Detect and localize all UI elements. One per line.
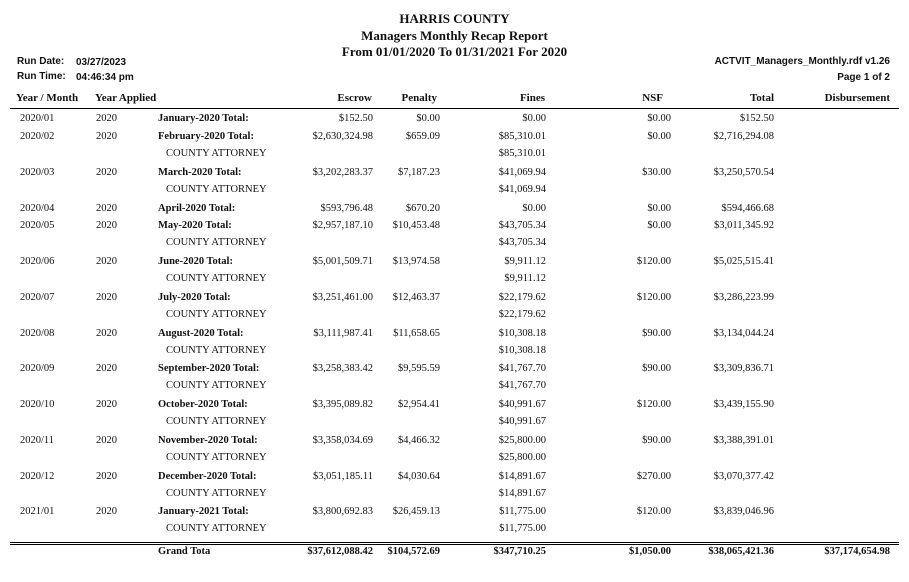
run-time-value: 04:46:34 pm [76,72,134,83]
row-fines: $41,069.94 [498,167,546,178]
row-subcategory-fines: $11,775.00 [499,523,546,534]
row-total: $3,388,391.01 [713,435,774,446]
report-title-name: Managers Monthly Recap Report [361,28,548,43]
row-total: $3,250,570.54 [713,167,774,178]
col-header-nsf: NSF [642,92,663,104]
row-year-applied: 2020 [96,220,117,231]
row-fines: $43,705.34 [498,220,546,231]
row-subcategory-label: COUNTY ATTORNEY [166,345,267,356]
row-subcategory-fines: $9,911.12 [504,273,546,284]
row-year-month: 2020/07 [20,292,55,303]
row-nsf: $270.00 [636,471,671,482]
row-year-month: 2020/03 [20,167,55,178]
row-fines: $85,310.01 [498,131,546,142]
row-subcategory-label: COUNTY ATTORNEY [166,273,267,284]
row-escrow: $3,395,089.82 [312,399,373,410]
row-year-month: 2020/08 [20,328,55,339]
grand-total-penalty: $104,572.69 [387,546,440,557]
row-year-applied: 2020 [96,506,117,517]
row-year-applied: 2020 [96,203,117,214]
row-penalty: $0.00 [416,113,440,124]
row-fines: $11,775.00 [499,506,546,517]
grand-total-label: Grand Tota [158,546,211,557]
row-year-month: 2020/05 [20,220,55,231]
report-title-county: HARRIS COUNTY [399,11,510,26]
row-subcategory-label: COUNTY ATTORNEY [166,309,267,320]
row-nsf: $120.00 [636,256,671,267]
header-divider [10,108,899,109]
row-year-applied: 2020 [96,435,117,446]
row-year-applied: 2020 [96,256,117,267]
row-month-total-label: November-2020 Total: [158,435,258,446]
row-penalty: $12,463.37 [392,292,440,303]
row-total: $3,011,345.92 [714,220,774,231]
row-escrow: $3,051,185.11 [313,471,373,482]
row-nsf: $90.00 [642,435,671,446]
row-subcategory-fines: $22,179.62 [498,309,546,320]
row-escrow: $2,630,324.98 [312,131,373,142]
row-fines: $0.00 [522,113,546,124]
row-fines: $0.00 [522,203,546,214]
row-nsf: $0.00 [647,131,671,142]
row-nsf: $120.00 [636,399,671,410]
row-total: $594,466.68 [721,203,774,214]
col-header-penalty: Penalty [401,92,437,104]
row-month-total-label: April-2020 Total: [158,203,236,214]
row-month-total-label: December-2020 Total: [158,471,257,482]
grand-total-disbursement: $37,174,654.98 [824,546,890,557]
row-nsf: $120.00 [636,506,671,517]
row-escrow: $3,258,383.42 [312,363,373,374]
row-subcategory-fines: $85,310.01 [498,148,546,159]
row-subcategory-label: COUNTY ATTORNEY [166,523,267,534]
row-escrow: $3,251,461.00 [312,292,373,303]
grand-total-divider-bottom [10,544,899,545]
grand-total-fines: $347,710.25 [493,546,546,557]
row-month-total-label: May-2020 Total: [158,220,232,231]
row-total: $152.50 [739,113,774,124]
col-header-fines: Fines [519,92,545,104]
row-year-applied: 2020 [96,363,117,374]
row-month-total-label: June-2020 Total: [158,256,233,267]
row-year-applied: 2020 [96,399,117,410]
row-nsf: $90.00 [642,328,671,339]
row-year-month: 2020/01 [20,113,55,124]
row-escrow: $3,202,283.37 [312,167,373,178]
grand-total-divider-top [10,542,899,543]
row-month-total-label: March-2020 Total: [158,167,242,178]
row-escrow: $152.50 [338,113,373,124]
report-title-range: From 01/01/2020 To 01/31/2021 For 2020 [341,44,568,59]
row-subcategory-label: COUNTY ATTORNEY [166,488,267,499]
row-fines: $41,767.70 [498,363,546,374]
row-subcategory-fines: $43,705.34 [498,237,546,248]
row-month-total-label: September-2020 Total: [158,363,260,374]
row-nsf: $0.00 [647,220,671,231]
row-subcategory-fines: $40,991.67 [498,416,546,427]
row-total: $3,309,836.71 [713,363,774,374]
col-header-year-applied: Year Applied [95,92,157,104]
row-nsf: $120.00 [636,292,671,303]
row-penalty: $2,954.41 [398,399,440,410]
row-subcategory-label: COUNTY ATTORNEY [166,452,267,463]
row-penalty: $4,030.64 [398,471,440,482]
row-escrow: $3,111,987.41 [313,328,373,339]
grand-total-escrow: $37,612,088.42 [307,546,373,557]
row-fines: $40,991.67 [498,399,546,410]
row-subcategory-label: COUNTY ATTORNEY [166,380,267,391]
row-subcategory-label: COUNTY ATTORNEY [166,148,267,159]
row-escrow: $2,957,187.10 [312,220,373,231]
row-penalty: $4,466.32 [398,435,440,446]
col-header-year-month: Year / Month [16,92,79,104]
row-year-month: 2020/02 [20,131,55,142]
row-month-total-label: February-2020 Total: [158,131,254,142]
row-year-applied: 2020 [96,167,117,178]
row-month-total-label: July-2020 Total: [158,292,231,303]
row-month-total-label: August-2020 Total: [158,328,244,339]
row-year-applied: 2020 [96,131,117,142]
row-month-total-label: January-2021 Total: [158,506,249,517]
row-fines: $25,800.00 [498,435,546,446]
row-escrow: $593,796.48 [320,203,373,214]
row-month-total-label: October-2020 Total: [158,399,248,410]
run-date-label: Run Date: [17,56,65,67]
row-total: $5,025,515.41 [713,256,774,267]
row-subcategory-label: COUNTY ATTORNEY [166,416,267,427]
row-escrow: $5,001,509.71 [312,256,373,267]
row-subcategory-fines: $41,767.70 [498,380,546,391]
row-escrow: $3,800,692.83 [312,506,373,517]
row-fines: $22,179.62 [498,292,546,303]
row-subcategory-label: COUNTY ATTORNEY [166,184,267,195]
row-year-month: 2020/09 [20,363,55,374]
row-subcategory-fines: $10,308.18 [498,345,546,356]
col-header-total: Total [749,92,774,104]
row-fines: $10,308.18 [498,328,546,339]
row-penalty: $9,595.59 [398,363,440,374]
row-year-month: 2020/11 [20,435,55,446]
row-penalty: $670.20 [405,203,440,214]
row-year-month: 2020/12 [20,471,55,482]
row-penalty: $13,974.58 [392,256,440,267]
row-year-month: 2020/10 [20,399,55,410]
row-subcategory-fines: $41,069.94 [498,184,546,195]
row-nsf: $30.00 [642,167,671,178]
page-number: Page 1 of 2 [837,72,890,83]
row-nsf: $90.00 [642,363,671,374]
row-year-month: 2020/06 [20,256,55,267]
row-penalty: $7,187.23 [398,167,440,178]
row-subcategory-label: COUNTY ATTORNEY [166,237,267,248]
row-month-total-label: January-2020 Total: [158,113,249,124]
row-penalty: $26,459.13 [392,506,440,517]
row-nsf: $0.00 [647,203,671,214]
row-total: $2,716,294.08 [713,131,774,142]
row-penalty: $659.09 [405,131,440,142]
row-year-applied: 2020 [96,328,117,339]
col-header-escrow: Escrow [337,92,372,104]
grand-total-total: $38,065,421.36 [708,546,774,557]
row-penalty: $10,453.48 [392,220,440,231]
row-total: $3,439,155.90 [713,399,774,410]
row-subcategory-fines: $25,800.00 [498,452,546,463]
row-total: $3,839,046.96 [713,506,774,517]
report-file-name: ACTVIT_Managers_Monthly.rdf v1.26 [714,56,890,67]
row-year-month: 2020/04 [20,203,55,214]
row-escrow: $3,358,034.69 [312,435,373,446]
row-year-applied: 2020 [96,471,117,482]
row-nsf: $0.00 [647,113,671,124]
run-date-value: 03/27/2023 [76,57,127,68]
row-year-month: 2021/01 [20,506,55,517]
col-header-disbursement: Disbursement [824,92,890,104]
row-year-applied: 2020 [96,292,117,303]
row-total: $3,286,223.99 [713,292,774,303]
row-subcategory-fines: $14,891.67 [498,488,546,499]
grand-total-nsf: $1,050.00 [629,546,671,557]
row-fines: $9,911.12 [504,256,546,267]
row-year-applied: 2020 [96,113,117,124]
row-fines: $14,891.67 [498,471,546,482]
run-time-label: Run Time: [17,71,66,82]
row-penalty: $11,658.65 [393,328,440,339]
row-total: $3,134,044.24 [713,328,774,339]
row-total: $3,070,377.42 [713,471,774,482]
